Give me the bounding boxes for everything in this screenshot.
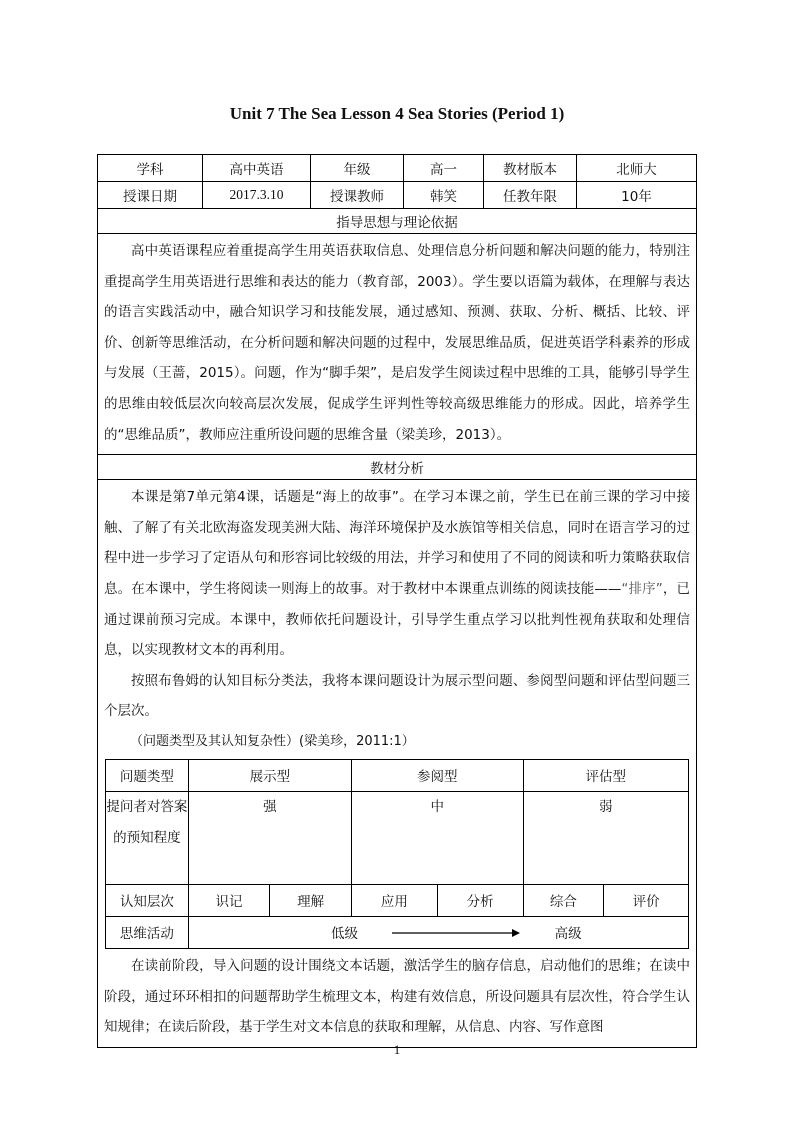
info-cell: 10年 [577,182,697,209]
info-cell: 韩笑 [404,182,484,209]
qt-predict-cell: 强 [188,791,351,884]
qt-level-cell: 理解 [270,884,352,916]
table-caption: （问题类型及其认知复杂性）(梁美珍，2011:1） [130,733,415,749]
textbook-paragraph-1 [104,482,690,666]
section-body-row [98,234,697,455]
textbook-paragraph-3: 在读前阶段，导入问题的设计围绕文本话题，激活学生的脑存信息，启动他们的思维；在读中阶段，通过环环相扣的问题帮助学生梳理文本，构建有效信息，所设问题具有层次性，符合学生认知规律；在读后阶段，基于学生对文本信息的获取和理解，从信息、内容、写作意图 [104,957,690,1036]
textbook-paragraph-2: 按照布鲁姆的认知目标分类法，我将本课问题设计为展示型问题、参阅型问题和评估型问题三个层次。 [104,672,690,720]
textbook-body [98,480,697,1048]
qt-predict-row [106,791,689,884]
info-cell: 北师大 [577,155,697,182]
info-cell: 高一 [404,155,484,182]
qt-row-label: 认知层次 [106,884,189,916]
quoted-term: “排序” [621,580,663,597]
section-body-row [98,480,697,1048]
info-cell: 授课教师 [311,182,404,209]
high-level-label: 高级 [554,926,582,943]
section-heading-guiding: 指导思想与理论依据 [98,209,697,234]
info-cell: 学科 [98,155,203,182]
qt-type-cell: 参阅型 [352,759,524,791]
section-heading-row [98,455,697,480]
section-heading-textbook: 教材分析 [98,455,697,480]
info-cell: 授课日期 [98,182,203,209]
info-row-1 [98,155,697,182]
text-run: 本课是第7单元第4课，话题是“海上的故事”。在学习本课之前，学生已在前三课的学习中接触、了解了有关北欧海盗发现美洲大陆、海洋环境保护及水族馆等相关信息，同时在语言学习的过程中进一步学习了定语从句和形容词比较级的用法，并学习和使用了不同的阅读和听力策略获取信息。在本课中，学生将阅读一则海上的故事。对于教材中本课重点训练的阅读技能—— [104,489,690,597]
qt-level-cell: 识记 [188,884,270,916]
qt-level-cell: 评价 [604,884,689,916]
text-run: ，已通过课前预习完成。本课中，教师依托问题设计，引导学生重点学习以批判性视角获取和处理信息，以实现教材文本的再利用。 [104,580,690,659]
qt-type-cell: 展示型 [188,759,351,791]
low-level-label: 低级 [331,926,359,943]
info-cell: 任教年限 [484,182,577,209]
qt-predict-cell: 中 [352,791,524,884]
info-cell: 高中英语 [203,155,311,182]
info-cell: 2017.3.10 [203,182,311,209]
info-cell: 教材版本 [484,155,577,182]
qt-predict-cell: 弱 [523,791,688,884]
qt-activity-row [106,916,689,948]
qt-row-label: 思维活动 [106,916,189,948]
right-arrow-icon [392,926,520,942]
lesson-plan-table [97,154,697,1048]
qt-level-cell: 分析 [437,884,523,916]
info-cell: 年级 [311,155,404,182]
document-title: Unit 7 The Sea Lesson 4 Sea Stories (Period 1) [229,104,565,123]
qt-type-cell: 评估型 [523,759,688,791]
qt-type-row [106,759,689,791]
question-type-table [105,759,689,949]
qt-row-label: 问题类型 [106,759,189,791]
qt-level-row [106,884,689,916]
guiding-body [98,234,697,455]
qt-activity-cell [188,916,688,948]
info-row-2 [98,182,697,209]
qt-row-label: 提问者对答案的预知程度 [106,791,189,884]
guiding-paragraph: 高中英语课程应着重提高学生用英语获取信息、处理信息分析问题和解决问题的能力，特别注重提高学生用英语进行思维和表达的能力（教育部，2003）。学生要以语篇为载体，在理解与表达的语言实践活动中，融合知识学习和技能发展，通过感知、预测、获取、分析、概括、比较、评价、创新等思维活动，在分析问题和解决问题的过程中，发展思维品质，促进英语学科素养的形成与发展（王蔷，2015）。问题，作为“脚手架”，是启发学生阅读过程中思维的工具，能够引导学生的思维由较低层次向较高层次发展，促成学生评判性等较高级思维能力的形成。因此，培养学生的“思维品质”，教师应注重所设问题的思维含量（梁美珍，2013）。 [104,243,690,443]
page-number: 1 [393,1042,401,1057]
section-heading-row [98,209,697,234]
qt-level-cell: 综合 [523,884,604,916]
qt-level-cell: 应用 [352,884,438,916]
